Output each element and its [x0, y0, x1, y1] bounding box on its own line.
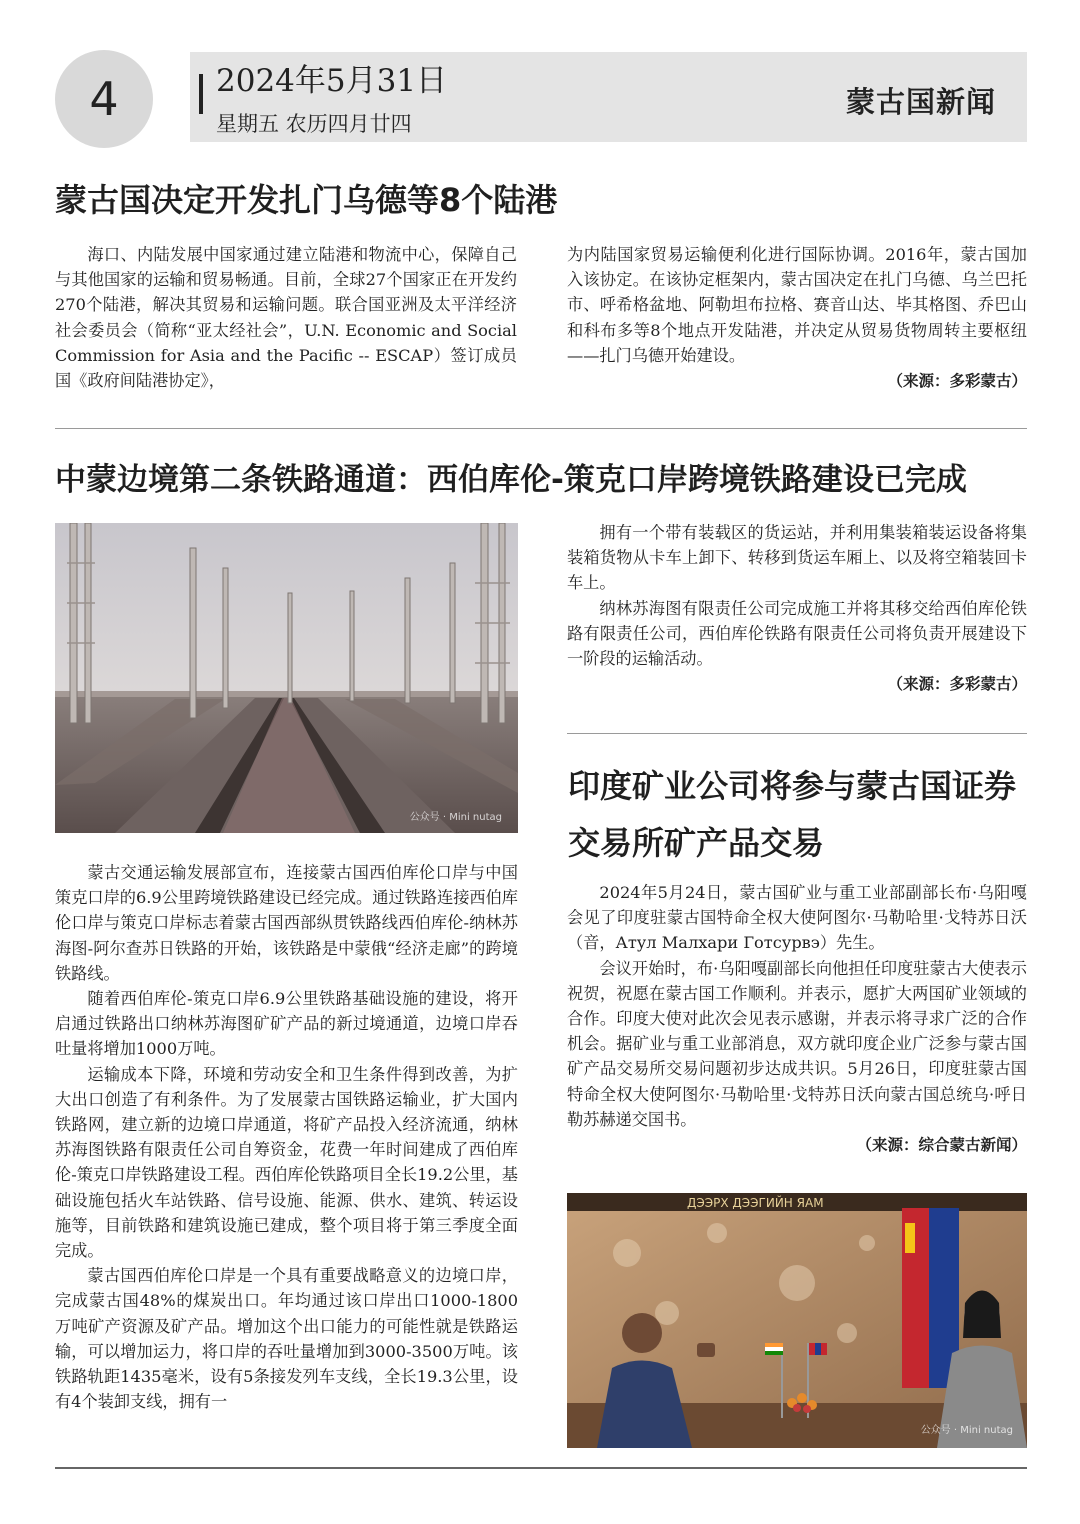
article-3-headline: 印度矿业公司将参与蒙古国证券交易所矿产品交易	[568, 767, 1017, 862]
article-2-paragraph: 蒙古交通运输发展部宣布，连接蒙古国西伯库伦口岸与中国策克口岸的6.9公里跨境铁路建设已经完成。通过铁路连接西伯库伦口岸与策克口岸标志着蒙古国西部纵贯铁路线西伯库伦-纳林苏海图-阿尔查苏日铁路的开始，该铁路是中蒙俄“经济走廊”的跨境铁路线。	[55, 863, 518, 983]
header-divider	[199, 74, 203, 114]
article-1-paragraph: 海口、内陆发展中国家通过建立陆港和物流中心，保障自己与其他国家的运输和贸易畅通。目前，全球27个国家正在开发约270个陆港，解决其贸易和运输问题。联合国亚洲及太平洋经济社会委员会（简称“亚太经社会”，U.N. Economic and Social Commission for Asia and the Pacific -- ESCAP）签订成员国《政府间陆港协定》，	[55, 245, 517, 391]
issue-date: 2024年5月31日	[216, 63, 448, 99]
article-2-paragraph: 随着西伯库伦-策克口岸6.9公里铁路基础设施的建设，将开启通过铁路出口纳林苏海图矿矿产品的新过境通道，边境口岸吞吐量将增加1000万吨。	[55, 989, 518, 1059]
weekday-lunar-date: 星期五 农历四月廿四	[216, 112, 412, 136]
article-2-paragraph: 拥有一个带有装载区的货运站，并利用集装箱装运设备将集装箱货物从卡车上卸下、转移到货运车厢上、以及将空箱装回卡车上。	[567, 523, 1027, 593]
meeting-photo	[567, 1193, 1027, 1448]
article-2-column-right	[567, 520, 1027, 696]
wall-banner-text: ДЭЭРХ ДЭЭГИЙН ЯАМ	[687, 1196, 824, 1210]
meeting-illustration	[567, 1193, 1027, 1448]
article-3-paragraph: 2024年5月24日，蒙古国矿业与重工业部副部长布·乌阳嘎会见了印度驻蒙古国特命全权大使阿图尔·马勒哈里·戈特苏日沃（音，Атул Малхари Готсурвэ）先生。	[567, 883, 1027, 953]
article-3-body	[567, 880, 1027, 1157]
section-title: 蒙古国新闻	[845, 85, 996, 119]
page-number: 4	[55, 50, 153, 148]
article-2-column-left	[55, 860, 518, 1414]
photo-watermark: 公众号 · Mini nutag	[920, 1425, 1013, 1436]
article-2-paragraph: 纳林苏海图有限责任公司完成施工并将其移交给西伯库伦铁路有限责任公司，西伯库伦铁路有限责任公司将负责开展建设下一阶段的运输活动。	[567, 598, 1027, 669]
article-1-headline: 蒙古国决定开发扎门乌德等8个陆港	[55, 181, 558, 219]
article-divider	[567, 733, 1027, 734]
railway-photo	[55, 523, 518, 833]
article-3-paragraph: 会议开始时，布·乌阳嘎副部长向他担任印度驻蒙古大使表示祝贺，祝愿在蒙古国工作顺利。并表示，愿扩大两国矿业领域的合作。印度大使对此次会见表示感谢，并表示将寻求广泛的合作机会。据矿业与重工业部消息，双方就印度企业广泛参与蒙古国矿产品交易所交易问题初步达成共识。5月26日，印度驻蒙古国特命全权大使阿图尔·马勒哈里·戈特苏日沃向蒙古国总统乌·呼日勒苏赫递交国书。	[567, 958, 1027, 1129]
article-1-column-left	[55, 242, 517, 393]
article-1-paragraph-continued: 为内陆国家贸易运输便利化进行国际协调。2016年，蒙古国加入该协定。在该协定框架内，蒙古国决定在扎门乌德、乌兰巴托市、呼希格盆地、阿勒坦布拉格、赛音山达、毕其格图、乔巴山和科布多等8个地点开发陆港，并决定从贸易货物周转主要枢纽——扎门乌德开始建设。	[567, 245, 1027, 365]
photo-watermark: 公众号 · Mini nutag	[409, 812, 502, 823]
article-2-paragraph: 蒙古国西伯库伦口岸是一个具有重要战略意义的边境口岸，完成蒙古国48%的煤炭出口。年均通过该口岸出口1000-1800万吨矿产资源及矿产品。增加这个出口能力的可能性就是铁路运输，可以增加运力，将口岸的吞吐量增加到3000-3500万吨。该铁路轨距1435毫米，设有5条接发列车支线，全长19.3公里，设有4个装卸支线，拥有一	[55, 1266, 518, 1412]
article-1-source: （来源：多彩蒙古）	[887, 371, 1027, 391]
article-2-source: （来源：多彩蒙古）	[887, 674, 1027, 694]
page-bottom-rule	[55, 1467, 1027, 1469]
article-2-headline: 中蒙边境第二条铁路通道：西伯库伦-策克口岸跨境铁路建设已完成	[55, 462, 967, 498]
article-3-source: （来源：综合蒙古新闻）	[856, 1135, 1027, 1155]
article-1-column-right	[567, 242, 1027, 393]
article-divider	[55, 428, 1027, 429]
railway-illustration	[55, 523, 518, 833]
article-2-paragraph: 运输成本下降，环境和劳动安全和卫生条件得到改善，为扩大出口创造了有利条件。为了发展蒙古国铁路运输业，扩大国内铁路网，建立新的边境口岸通道，将矿产品投入经济流通，纳林苏海图铁路有限责任公司自筹资金，花费一年时间建成了西伯库伦-策克口岸铁路建设工程。西伯库伦铁路项目全长19.2公里，基础设施包括火车站铁路、信号设施、能源、供水、建筑、转运设施等，目前铁路和建筑设施已建成，整个项目将于第三季度全面完成。	[55, 1064, 518, 1261]
